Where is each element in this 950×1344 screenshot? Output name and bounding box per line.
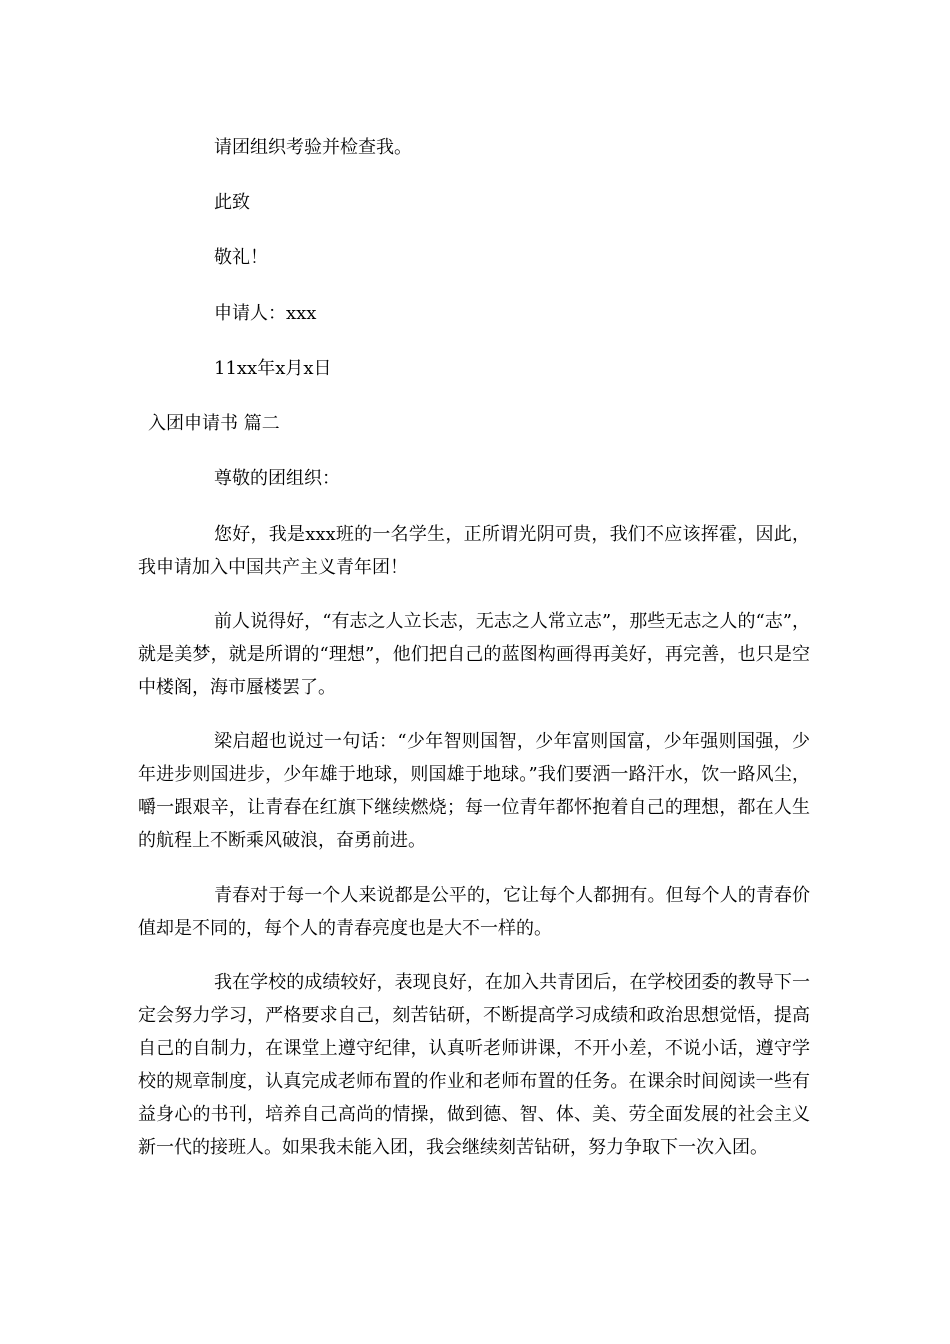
paragraph-5: 我在学校的成绩较好，表现良好，在加入共青团后，在学校团委的教导下一定会努力学习，严格要求自己，刻苦钻研，不断提高学习成绩和政治思想觉悟，提高自己的自制力，在课堂上遵守纪律，认真听老师讲课，不开小差，不说小话，遵守学校的规章制度，认真完成老师布置的作业和老师布置的任务。在课余时间阅读一些有益身心的书刊，培养自己高尚的情操，做到德、智、体、美、劳全面发展的社会主义新一代的接班人。如果我未能入团，我会继续刻苦钻研，努力争取下一次入团。 bbox=[138, 972, 810, 1158]
paragraph-2: 前人说得好，“有志之人立长志，无志之人常立志”，那些无志之人的“志”，就是美梦，就是所谓的“理想”，他们把自己的蓝图构画得再美好，再完善，也只是空中楼阁，海市蜃楼罢了。 bbox=[138, 611, 810, 698]
paragraph-4: 青春对于每一个人来说都是公平的，它让每个人都拥有。但每个人的青春价值却是不同的，每个人的青春亮度也是大不一样的。 bbox=[138, 885, 810, 939]
date-line: 11xx年x月x日 bbox=[214, 358, 332, 379]
section-heading: 入团申请书 篇二 bbox=[148, 413, 280, 434]
paragraph-1: 您好，我是xxx班的一名学生，正所谓光阴可贵，我们不应该挥霍，因此，我申请加入中国共产主义青年团！ bbox=[138, 524, 810, 578]
salutation: 此致 bbox=[214, 192, 250, 213]
respect-line: 敬礼！ bbox=[214, 247, 268, 268]
applicant-line: 申请人：xxx bbox=[214, 303, 317, 324]
greeting-line: 尊敬的团组织： bbox=[214, 468, 340, 489]
request-line: 请团组织考验并检查我。 bbox=[214, 137, 412, 158]
paragraph-3: 梁启超也说过一句话：“少年智则国智，少年富则国富，少年强则国强，少年进步则国进步，少年雄于地球，则国雄于地球。”我们要洒一路汗水，饮一路风尘，嚼一跟艰辛，让青春在红旗下继续燃烧；每一位青年都怀抱着自己的理想，都在人生的航程上不断乘风破浪，奋勇前进。 bbox=[138, 731, 810, 851]
